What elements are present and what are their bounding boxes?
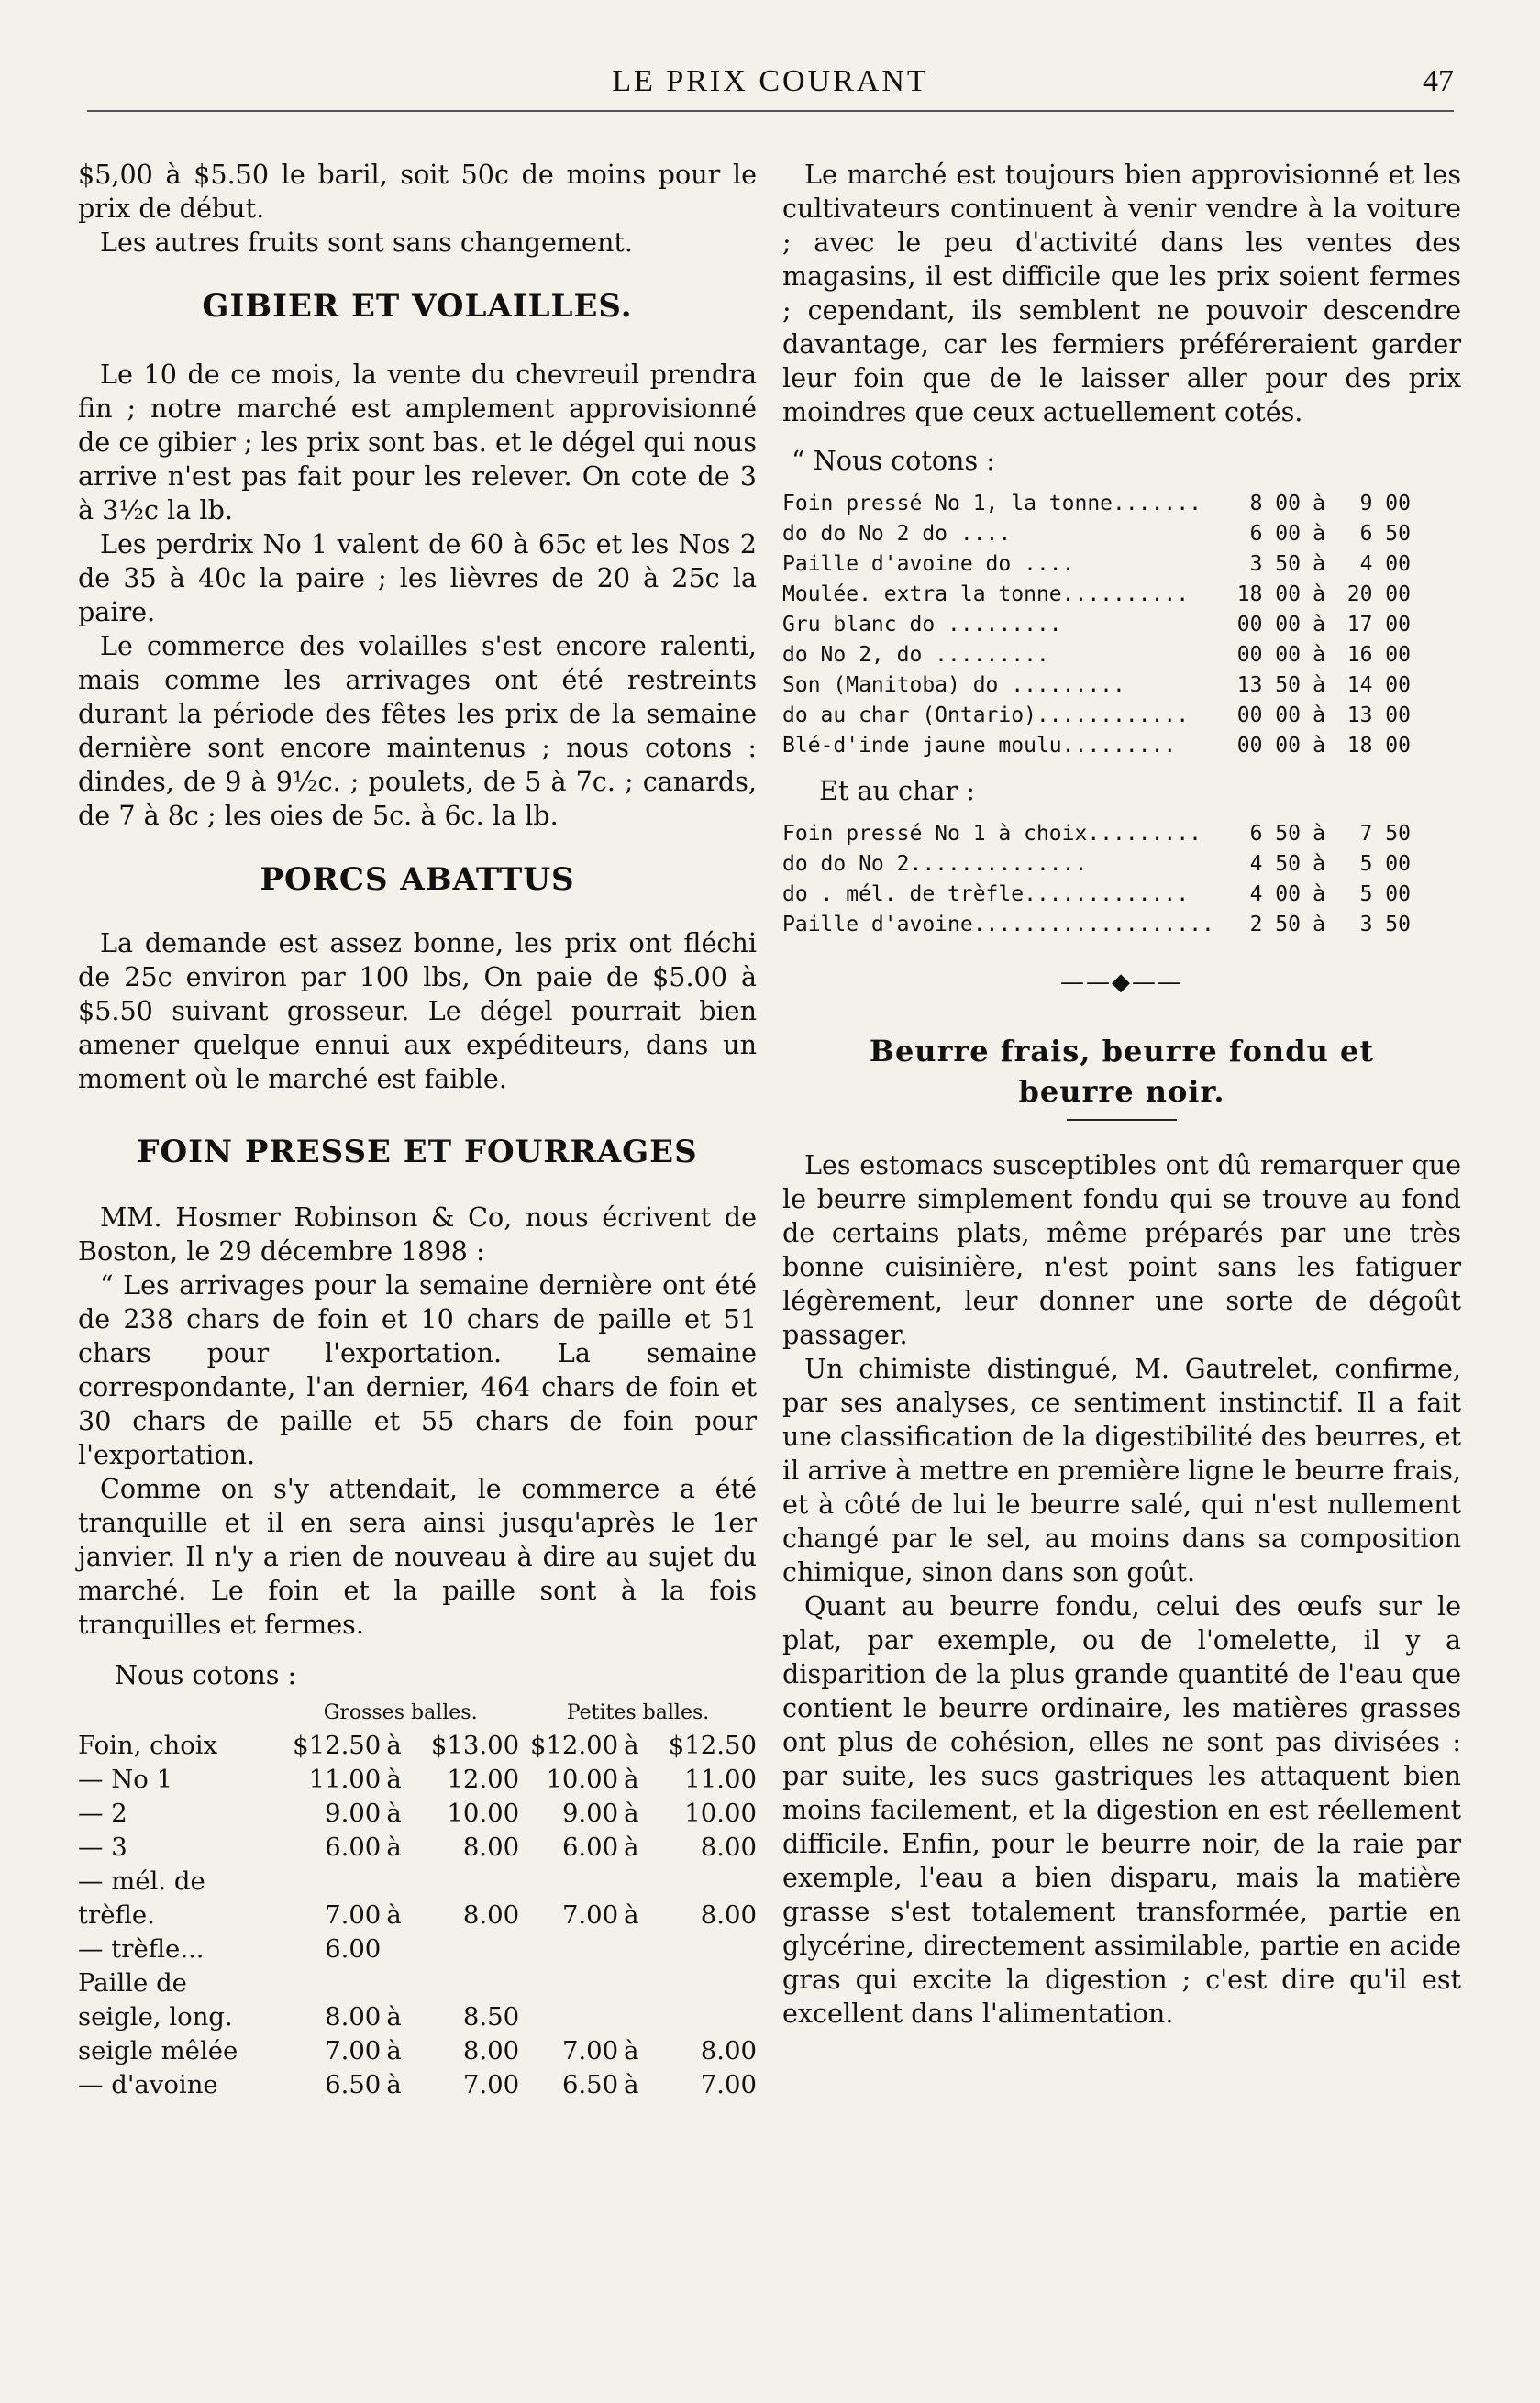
range-a: à bbox=[1313, 734, 1325, 758]
row-label: — 2 bbox=[78, 1799, 127, 1828]
range-a: à bbox=[386, 1833, 402, 1862]
paragraph-gibier-1: Le 10 de ce mois, la vente du chevreuil prendra fin ; notre marché est amplement approvisionné de ce gibier ; les prix sont bas. et le dégel qui nous arrive n'est pas fait pour les relever. On cote de 3 à 3½c la lb. bbox=[78, 359, 757, 526]
left-column bbox=[78, 158, 757, 2102]
paragraph-beurre-2: Un chimiste distingué, M. Gautrelet, confirme, par ses analyses, ce sentiment instinctif. Il a fait une classification de la digestibilité des beurres, et il arrive à mettre en première ligne le beurre frais, et à côté de lui le beurre salé, qui n'est nullement changé par le sel, au moins dans sa composition chimique, sinon dans son goût. bbox=[782, 1353, 1462, 1588]
table-row bbox=[782, 731, 1411, 761]
table-row bbox=[78, 2068, 757, 2102]
paragraph-autres-fruits: Les autres fruits sont sans changement. bbox=[100, 227, 633, 258]
paragraph-et-au-char: Et au char : bbox=[819, 775, 975, 806]
heading-foin: FOIN PRESSE ET FOURRAGES bbox=[137, 1134, 698, 1170]
price-high: 4 00 bbox=[1359, 552, 1411, 576]
price-high: 5 00 bbox=[1359, 882, 1411, 906]
item-label: Foin pressé No 1, la tonne....... bbox=[782, 492, 1202, 515]
price-low: 6 00 bbox=[1249, 522, 1301, 546]
range-a: à bbox=[624, 1833, 639, 1862]
price-low: 6 50 bbox=[1249, 822, 1301, 846]
page-header bbox=[87, 64, 1454, 112]
range-a: à bbox=[1313, 552, 1325, 576]
row-label: seigle, long. bbox=[78, 2002, 233, 2032]
range-a: à bbox=[386, 2070, 402, 2099]
row-label: Foin, choix bbox=[78, 1731, 218, 1760]
item-label: Blé-d'inde jaune moulu......... bbox=[782, 734, 1177, 758]
petites-high: 8.00 bbox=[700, 1833, 757, 1862]
table-row bbox=[78, 1932, 757, 1966]
petites-low: 6.00 bbox=[561, 1833, 619, 1862]
petites-high bbox=[658, 2000, 757, 2034]
petites-high: 8.00 bbox=[700, 2036, 757, 2065]
row-label: — 3 bbox=[78, 1833, 127, 1862]
range-a: à bbox=[1313, 913, 1325, 936]
column-grosses-balles: Grosses balles. bbox=[323, 1701, 478, 1724]
heading-gibier: GIBIER ET VOLAILLES. bbox=[202, 288, 633, 325]
grosses-low: 8.00 bbox=[325, 2002, 382, 2032]
price-high: 14 00 bbox=[1346, 673, 1411, 697]
row-label: — No 1 bbox=[78, 1765, 173, 1794]
table-row bbox=[782, 910, 1411, 940]
petites-high: 7.00 bbox=[700, 2070, 757, 2099]
price-low: 3 50 bbox=[1249, 552, 1301, 576]
table-row bbox=[782, 610, 1411, 640]
price-low: 00 00 bbox=[1236, 643, 1301, 667]
paragraph-beurre-1: Les estomacs susceptibles ont dû remarquer que le beurre simplement fondu qui se trouve au fond de certains plats, même préparés par une très bonne cuisinière, n'est point sans les fatiguer légèrement, leur donner une sorte de dégoût passager. bbox=[782, 1149, 1461, 1350]
grosses-low: 7.00 bbox=[325, 2036, 382, 2065]
price-high: 16 00 bbox=[1346, 643, 1411, 667]
grosses-high: $13.00 bbox=[430, 1731, 520, 1760]
price-low: 18 00 bbox=[1236, 582, 1301, 606]
price-low: 4 50 bbox=[1249, 852, 1301, 876]
table-row bbox=[78, 2034, 757, 2068]
petites-low bbox=[519, 2000, 618, 2034]
table-row bbox=[782, 849, 1411, 880]
petites-low: 9.00 bbox=[561, 1799, 619, 1828]
table-row bbox=[78, 1865, 757, 1899]
grosses-high: 8.00 bbox=[462, 1900, 520, 1930]
table-row bbox=[782, 580, 1411, 610]
price-high: 13 00 bbox=[1346, 703, 1411, 727]
range-a bbox=[381, 1932, 420, 1966]
price-low: 00 00 bbox=[1236, 734, 1301, 758]
paragraph-foin-1: MM. Hosmer Robinson & Co, nous écrivent de Boston, le 29 décembre 1898 : bbox=[78, 1202, 757, 1267]
paragraph-marche: Le marché est toujours bien approvisionné et les cultivateurs continuent à venir vendre à la voiture ; avec le peu d'activité dans les ventes des magasins, il est difficile que les prix soient fermes ; cependant, ils semblent ne pouvoir descendre davantage, car les fermiers préféreraient garder leur foin que de le laisser aller pour des prix moindres que ceux actuellement cotés. bbox=[782, 159, 1461, 427]
petites-high: $12.50 bbox=[668, 1731, 757, 1760]
table-header-row bbox=[78, 1698, 757, 1729]
petites-high bbox=[658, 1966, 757, 2000]
item-label: do . mél. de trèfle............. bbox=[782, 882, 1190, 906]
price-low: 00 00 bbox=[1236, 613, 1301, 637]
range-a bbox=[381, 1966, 420, 2000]
paragraph-gibier-3: Le commerce des volailles s'est encore ralenti, mais comme les arrivages ont été restreints durant la période des fêtes les prix de la semaine dernière sont encore maintenus ; nous cotons : dindes, de 9 à 9½c. ; poulets, de 5 à 7c. ; canards, de 7 à 8c ; les oies de 5c. à 6c. la lb. bbox=[78, 630, 757, 831]
table-row bbox=[782, 670, 1411, 701]
petites-high: 11.00 bbox=[684, 1765, 757, 1794]
grosses-low: 9.00 bbox=[325, 1799, 382, 1828]
paragraph-nous-cotons-right: “ Nous cotons : bbox=[792, 445, 995, 476]
item-label: do No 2, do ......... bbox=[782, 643, 1049, 667]
petites-high: 8.00 bbox=[700, 1900, 757, 1930]
petites-low: 6.50 bbox=[561, 2070, 619, 2099]
char-price-table bbox=[782, 819, 1411, 940]
grosses-high bbox=[420, 1865, 519, 1899]
price-high: 9 00 bbox=[1359, 492, 1411, 515]
column-petites-balles: Petites balles. bbox=[566, 1701, 710, 1724]
range-a: à bbox=[386, 1765, 402, 1794]
table-row bbox=[782, 701, 1411, 731]
range-a: à bbox=[1313, 673, 1325, 697]
range-a: à bbox=[386, 2002, 402, 2032]
range-a: à bbox=[1313, 582, 1325, 606]
range-a: à bbox=[386, 1799, 402, 1828]
paragraph-beurre-3: Quant au beurre fondu, celui des œufs sur le plat, par exemple, ou de l'omelette, il y a disparition de la plus grande quantité de l'eau que contient le beurre ordinaire, les matières grasses ont plus de cohésion, elles ne sont pas divisées : par suite, les sucs gastriques les attaquent bien moins facilement, et la digestion en est réellement difficile. Enfin, pour le beurre noir, de la raie par exemple, l'eau a bien disparu, mais la matière grasse s'est totalement transformée, partie en glycérine, directement assimilable, partie en acide gras qui excite la digestion ; c'est dire qu'il est excellent dans l'alimentation. bbox=[782, 1590, 1461, 2029]
table-row bbox=[78, 2000, 757, 2034]
grosses-high bbox=[420, 1966, 519, 2000]
range-a: à bbox=[624, 2036, 639, 2065]
table-row bbox=[78, 1899, 757, 1932]
item-label: Son (Manitoba) do ......... bbox=[782, 673, 1125, 697]
petites-low: 7.00 bbox=[561, 2036, 619, 2065]
range-a: à bbox=[1313, 522, 1325, 546]
price-high: 5 00 bbox=[1359, 852, 1411, 876]
price-high: 7 50 bbox=[1359, 822, 1411, 846]
grosses-high: 8.50 bbox=[462, 2002, 520, 2032]
price-low: 00 00 bbox=[1236, 703, 1301, 727]
right-column bbox=[782, 158, 1461, 2031]
row-label: trèfle. bbox=[78, 1900, 155, 1930]
range-a: à bbox=[386, 1731, 402, 1760]
table-row bbox=[78, 1797, 757, 1831]
section-ornament: ——◆—— bbox=[1060, 969, 1183, 996]
table-row bbox=[782, 880, 1411, 910]
table-row bbox=[78, 1729, 757, 1763]
range-a: à bbox=[1313, 492, 1325, 515]
item-label: Paille d'avoine do .... bbox=[782, 552, 1075, 576]
petites-low: 7.00 bbox=[561, 1900, 619, 1930]
range-a: à bbox=[624, 1900, 639, 1930]
petites-high bbox=[658, 1932, 757, 1966]
range-a: à bbox=[1313, 822, 1325, 846]
paragraph-intro: $5,00 à $5.50 le baril, soit 50c de moins pour le prix de début. bbox=[78, 159, 757, 224]
petites-low bbox=[519, 1865, 618, 1899]
grain-price-table bbox=[78, 1698, 757, 2102]
paragraph-porcs: La demande est assez bonne, les prix ont fléchi de 25c environ par 100 lbs, On paie de $5.00 à $5.50 suivant grosseur. Le dégel pourrait bien amener quelque ennui aux expéditeurs, dans un moment où le marché est faible. bbox=[78, 927, 757, 1094]
range-a: à bbox=[624, 1799, 639, 1828]
range-a bbox=[618, 1932, 658, 1966]
grosses-low bbox=[282, 1966, 381, 2000]
table-row bbox=[782, 489, 1411, 519]
row-label: seigle mêlée bbox=[78, 2036, 238, 2065]
range-a bbox=[618, 1966, 658, 2000]
grosses-high: 7.00 bbox=[462, 2070, 520, 2099]
table-row bbox=[78, 1763, 757, 1797]
petites-high: 10.00 bbox=[684, 1799, 757, 1828]
table-row bbox=[782, 519, 1411, 549]
range-a bbox=[381, 1865, 420, 1899]
price-low: 4 00 bbox=[1249, 882, 1301, 906]
item-label: Gru blanc do ......... bbox=[782, 613, 1062, 637]
table-row bbox=[782, 640, 1411, 670]
range-a: à bbox=[1313, 613, 1325, 637]
heading-beurre-line1: Beurre frais, beurre fondu et bbox=[869, 1034, 1375, 1069]
grosses-high bbox=[420, 1932, 519, 1966]
grosses-high: 8.00 bbox=[462, 2036, 520, 2065]
range-a: à bbox=[1313, 882, 1325, 906]
price-high: 6 50 bbox=[1359, 522, 1411, 546]
price-high: 18 00 bbox=[1346, 734, 1411, 758]
item-label: Foin pressé No 1 à choix......... bbox=[782, 822, 1202, 846]
range-a: à bbox=[624, 1765, 639, 1794]
grosses-low: 7.00 bbox=[325, 1900, 382, 1930]
row-label: — mél. de bbox=[78, 1866, 205, 1896]
table-row bbox=[78, 1831, 757, 1865]
grosses-low: 6.50 bbox=[325, 2070, 382, 2099]
petites-low bbox=[519, 1966, 618, 2000]
grosses-low: 6.00 bbox=[325, 1833, 382, 1862]
price-low: 2 50 bbox=[1249, 913, 1301, 936]
petites-high bbox=[658, 1865, 757, 1899]
range-a: à bbox=[1313, 852, 1325, 876]
page-number: 47 bbox=[1423, 64, 1454, 98]
range-a: à bbox=[386, 2036, 402, 2065]
grosses-low: 6.00 bbox=[325, 1934, 382, 1964]
grosses-low bbox=[282, 1865, 381, 1899]
journal-title: LE PRIX COURANT bbox=[612, 64, 929, 98]
petites-low bbox=[519, 1932, 618, 1966]
item-label: Moulée. extra la tonne.......... bbox=[782, 582, 1190, 606]
item-label: do au char (Ontario)............ bbox=[782, 703, 1190, 727]
petites-low: $12.00 bbox=[529, 1731, 619, 1760]
table-row bbox=[782, 819, 1411, 849]
price-high: 17 00 bbox=[1346, 613, 1411, 637]
range-a bbox=[618, 2000, 658, 2034]
grosses-high: 10.00 bbox=[447, 1799, 520, 1828]
grosses-low: 11.00 bbox=[308, 1765, 382, 1794]
range-a bbox=[618, 1865, 658, 1899]
range-a: à bbox=[624, 1731, 639, 1760]
range-a: à bbox=[1313, 643, 1325, 667]
price-high: 20 00 bbox=[1346, 582, 1411, 606]
heading-beurre-line2: beurre noir. bbox=[1018, 1074, 1225, 1109]
range-a: à bbox=[1313, 703, 1325, 727]
voiture-price-table bbox=[782, 489, 1411, 761]
paragraph-foin-3: Comme on s'y attendait, le commerce a été tranquille et il en sera ainsi jusqu'après le 1er janvier. Il n'y a rien de nouveau à dire au sujet du marché. Le foin et la paille sont à la fois tranquilles et fermes. bbox=[78, 1473, 757, 1640]
paragraph-gibier-2: Les perdrix No 1 valent de 60 à 65c et les Nos 2 de 35 à 40c la paire ; les lièvres de 20 à 25c la paire. bbox=[78, 528, 757, 627]
row-label: — trèfle... bbox=[78, 1934, 205, 1964]
table-row bbox=[78, 1966, 757, 2000]
item-label: do do No 2.............. bbox=[782, 852, 1088, 876]
row-label: — d'avoine bbox=[78, 2070, 218, 2099]
paragraph-nous-cotons: Nous cotons : bbox=[115, 1659, 297, 1690]
range-a: à bbox=[624, 2070, 639, 2099]
paragraph-foin-2: “ Les arrivages pour la semaine dernière ont été de 238 chars de foin et 10 chars de paille et 51 chars pour l'exportation. La semaine correspondante, l'an dernier, 464 chars de foin et 30 chars de paille et 55 chars de foin pour l'exportation. bbox=[78, 1269, 757, 1470]
price-low: 8 00 bbox=[1249, 492, 1301, 515]
range-a: à bbox=[386, 1900, 402, 1930]
row-label: Paille de bbox=[78, 1968, 187, 1998]
heading-porcs: PORCS ABATTUS bbox=[260, 861, 575, 898]
table-row bbox=[782, 549, 1411, 580]
heading-rule bbox=[1067, 1119, 1177, 1121]
item-label: Paille d'avoine................... bbox=[782, 913, 1214, 936]
price-high: 3 50 bbox=[1359, 913, 1411, 936]
grosses-high: 12.00 bbox=[447, 1765, 520, 1794]
petites-low: 10.00 bbox=[546, 1765, 619, 1794]
grosses-high: 8.00 bbox=[462, 1833, 520, 1862]
grosses-low: $12.50 bbox=[293, 1731, 382, 1760]
price-low: 13 50 bbox=[1236, 673, 1301, 697]
item-label: do do No 2 do .... bbox=[782, 522, 1012, 546]
